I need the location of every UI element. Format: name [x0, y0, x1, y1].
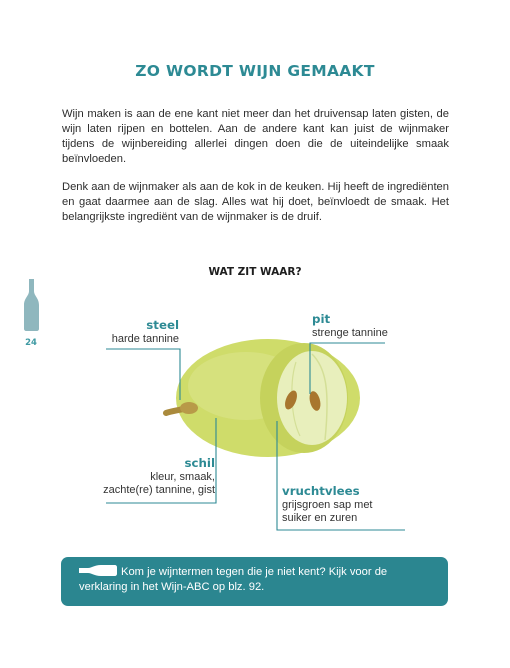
label-pit	[312, 312, 388, 340]
steel-leader-line	[106, 349, 180, 400]
label-steel-name: steel	[146, 318, 179, 332]
tip-text: Kom je wijntermen tegen die je niet kent? Kijk voor de verklaring in het Wijn-ABC op blz. 92.	[79, 566, 388, 593]
bottle-icon	[79, 565, 117, 576]
label-vruchtvlees-name: vruchtvlees	[282, 484, 360, 498]
label-steel-desc: harde tannine	[111, 333, 179, 345]
chef-paragraph: Denk aan de wijnmaker als aan de kok in de keuken. Hij heeft de ingrediënten en gaat daarmee aan de slag. Alles wat hij doet, beïnvloedt de smaak. Het belangrijkste ingrediënt van de wijnmaker is de druif.	[62, 181, 449, 223]
intro-paragraph: Wijn maken is aan de ene kant niet meer dan het druivensap laten gisten, de wijn laten rijpen en bottelen. Aan de andere kant kan juist de wijnmaker tijdens de wijnbereiding allerlei dingen doen die de uiteindelijke smaak beïnvloeden.	[62, 108, 449, 165]
grape-diagram	[0, 290, 510, 550]
label-vruchtvlees-desc-2: suiker en zuren	[282, 512, 358, 524]
page-number: 24	[25, 338, 37, 348]
label-vruchtvlees	[282, 484, 373, 525]
page-title: ZO WORDT WIJN GEMAAKT	[135, 62, 375, 80]
label-pit-desc: strenge tannine	[312, 327, 388, 339]
label-schil-name: schil	[184, 456, 215, 470]
tip-box	[61, 557, 448, 606]
label-schil-desc-1: kleur, smaak,	[150, 471, 215, 483]
label-schil	[103, 456, 215, 497]
label-pit-name: pit	[312, 312, 331, 326]
diagram-title: WAT ZIT WAAR?	[208, 266, 302, 278]
grape-cut-half	[260, 343, 348, 453]
label-steel	[112, 318, 179, 346]
label-schil-desc-2: zachte(re) tannine, gist	[103, 484, 215, 496]
label-vruchtvlees-desc-1: grijsgroen sap met	[282, 499, 373, 511]
